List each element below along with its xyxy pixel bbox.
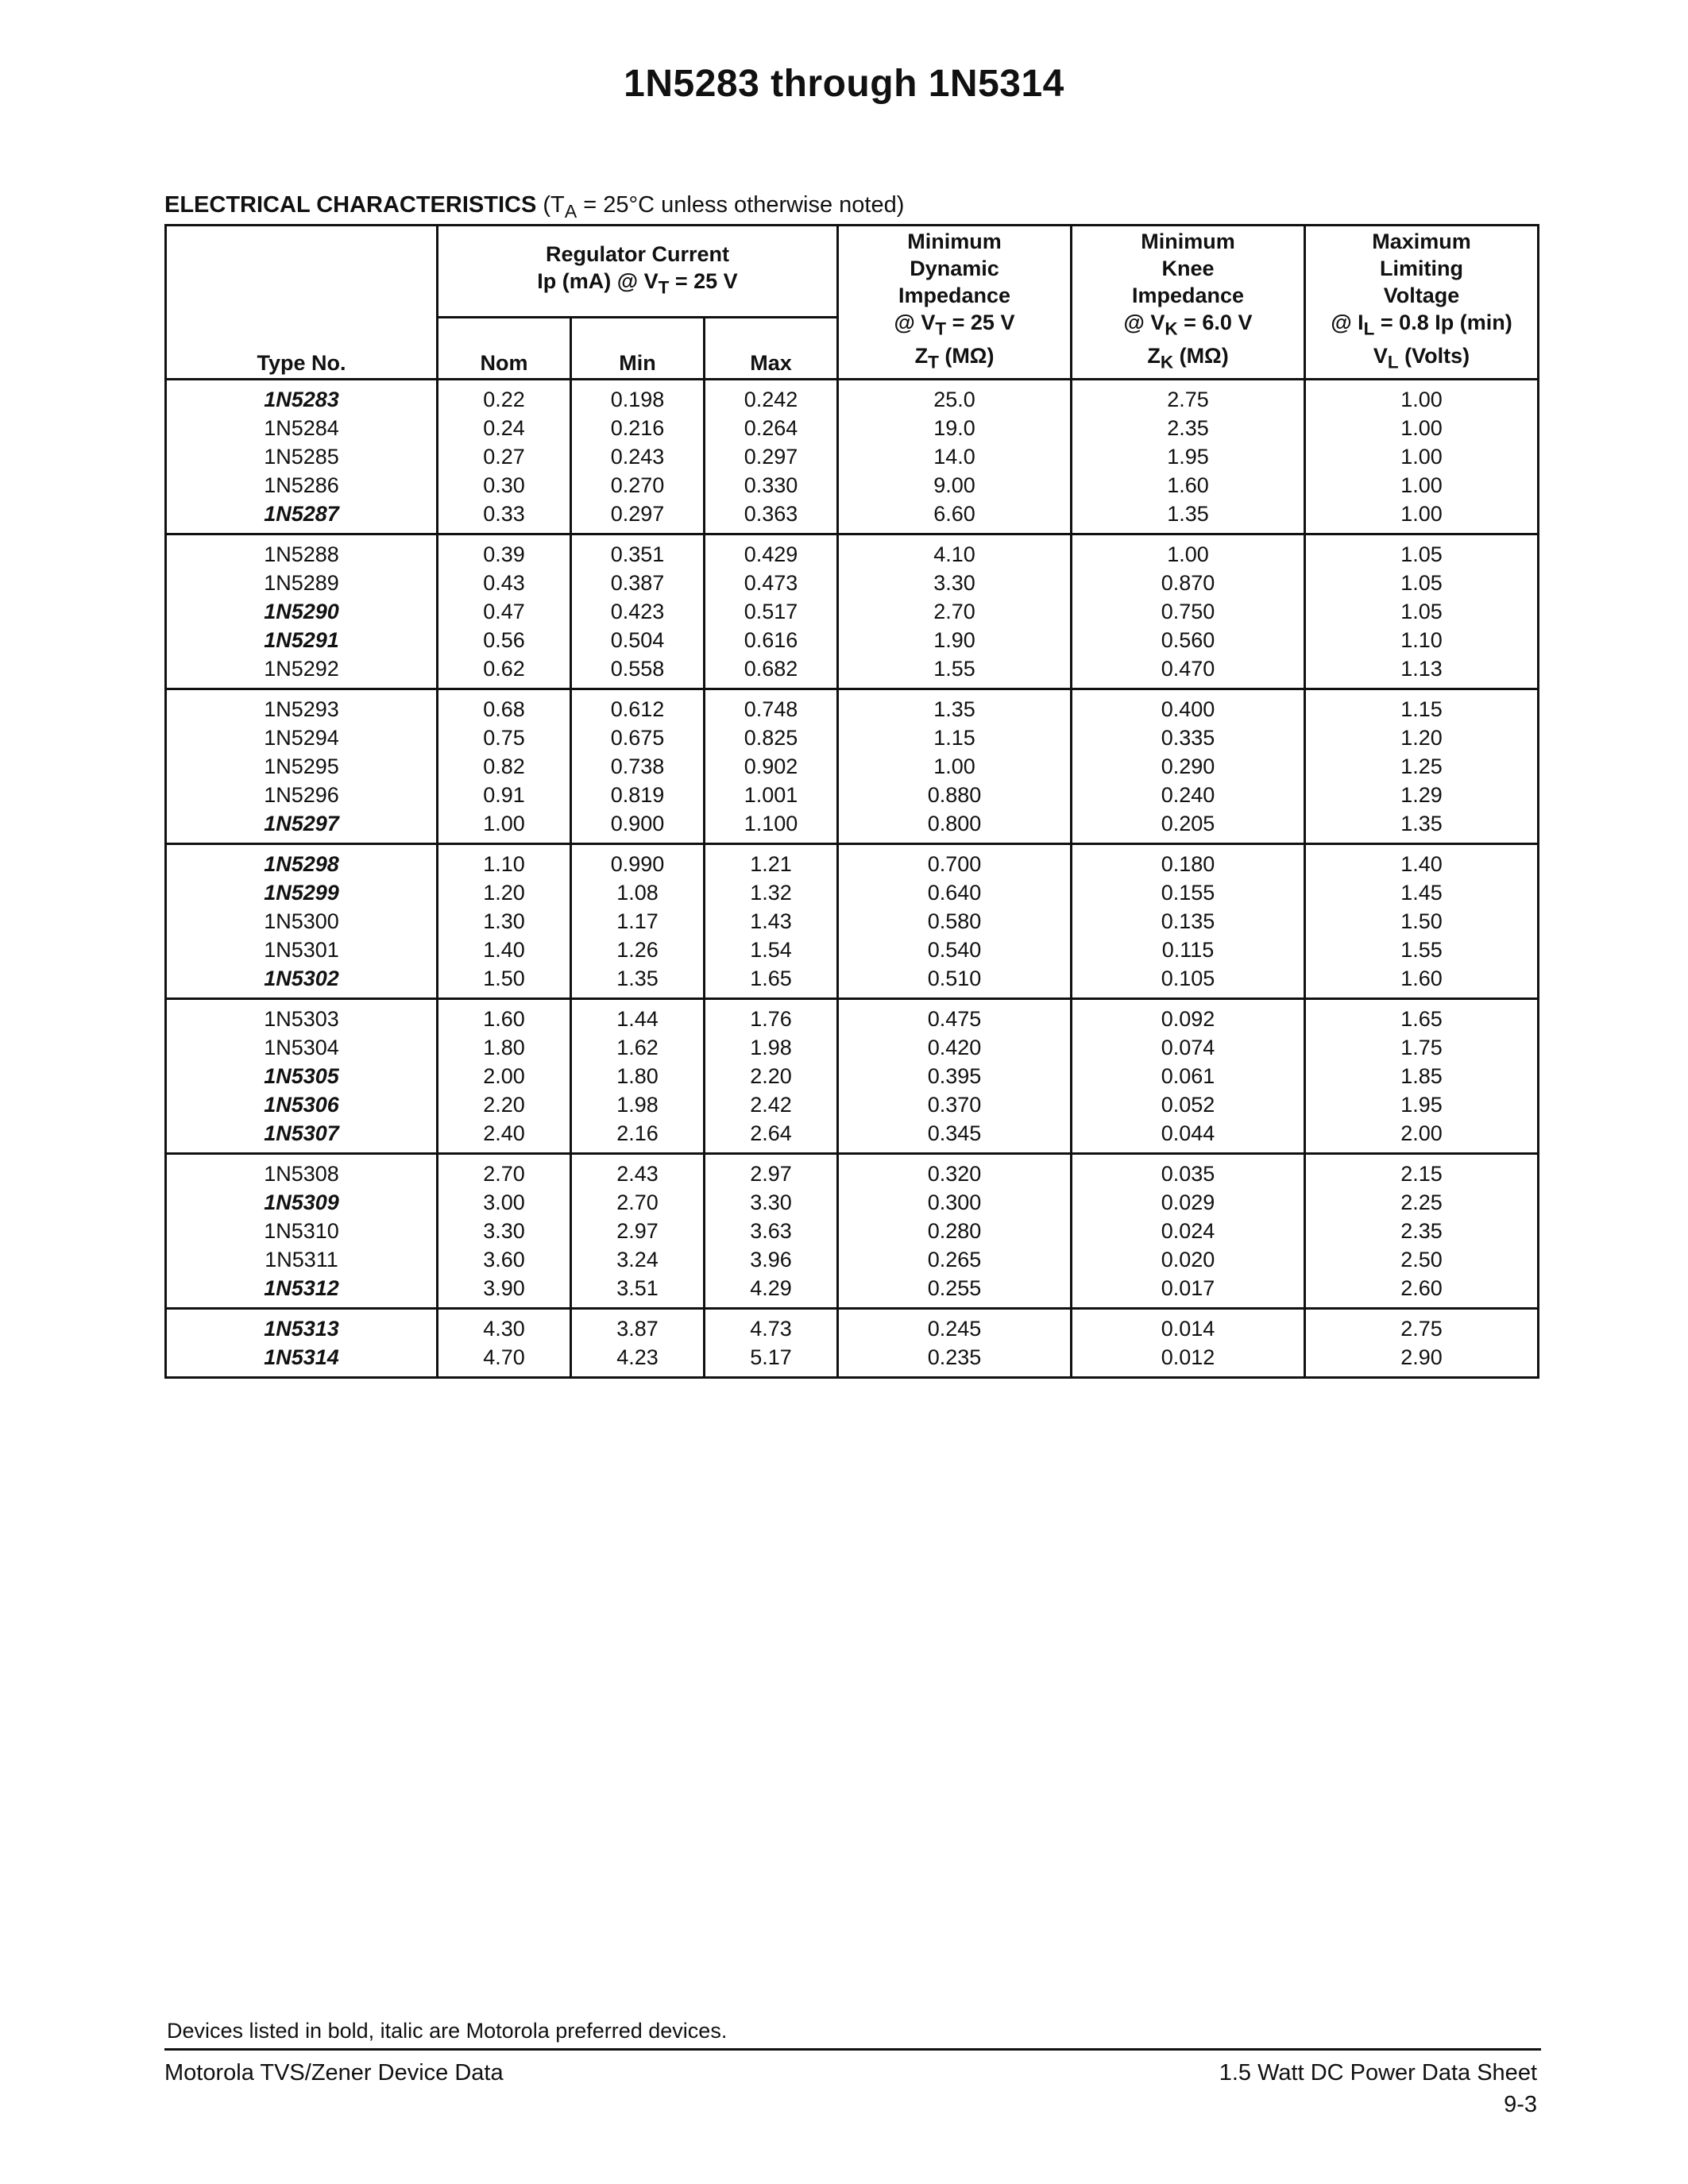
cell-type: 1N5300 bbox=[166, 907, 438, 936]
table-row bbox=[166, 1153, 1539, 1188]
cell-max: 3.30 bbox=[705, 1188, 838, 1217]
cell-type: 1N5307 bbox=[166, 1119, 438, 1154]
cell-vl: 1.05 bbox=[1305, 597, 1539, 626]
header-regulator-current: Regulator Current Ip (mA) @ $V_T = 25$ V bbox=[438, 226, 838, 318]
cell-type: 1N5286 bbox=[166, 471, 438, 500]
cell-nom: 3.90 bbox=[438, 1274, 571, 1309]
cell-nom: 0.91 bbox=[438, 781, 571, 809]
cell-max: 3.96 bbox=[705, 1245, 838, 1274]
cell-max: 3.63 bbox=[705, 1217, 838, 1245]
table-row bbox=[166, 752, 1539, 781]
cell-min: 0.423 bbox=[571, 597, 705, 626]
cell-nom: 1.40 bbox=[438, 936, 571, 964]
cell-zt: 0.265 bbox=[838, 1245, 1072, 1274]
cell-zk: 0.470 bbox=[1072, 654, 1305, 689]
cell-zk: 2.75 bbox=[1072, 379, 1305, 414]
table-row bbox=[166, 907, 1539, 936]
cell-zt: 0.580 bbox=[838, 907, 1072, 936]
table-row bbox=[166, 1245, 1539, 1274]
table-row bbox=[166, 1062, 1539, 1090]
cell-zk: 0.061 bbox=[1072, 1062, 1305, 1090]
cell-min: 1.62 bbox=[571, 1033, 705, 1062]
cell-min: 3.24 bbox=[571, 1245, 705, 1274]
cell-zk: 2.35 bbox=[1072, 414, 1305, 442]
cell-zk: 0.012 bbox=[1072, 1343, 1305, 1378]
cell-type: 1N5302 bbox=[166, 964, 438, 999]
cell-min: 0.243 bbox=[571, 442, 705, 471]
cell-min: 1.08 bbox=[571, 878, 705, 907]
cell-vl: 1.55 bbox=[1305, 936, 1539, 964]
cell-type: 1N5292 bbox=[166, 654, 438, 689]
cell-nom: 2.40 bbox=[438, 1119, 571, 1154]
cell-zk: 0.017 bbox=[1072, 1274, 1305, 1309]
cell-nom: 0.62 bbox=[438, 654, 571, 689]
cell-zt: 0.300 bbox=[838, 1188, 1072, 1217]
table-row bbox=[166, 1274, 1539, 1309]
cell-type: 1N5293 bbox=[166, 689, 438, 723]
page-title: 1N5283 through 1N5314 bbox=[624, 63, 1064, 105]
cell-zk: 0.035 bbox=[1072, 1153, 1305, 1188]
cell-max: 0.242 bbox=[705, 379, 838, 414]
cell-zt: 6.60 bbox=[838, 500, 1072, 534]
cell-max: 4.73 bbox=[705, 1308, 838, 1343]
cell-min: 3.87 bbox=[571, 1308, 705, 1343]
cell-min: 1.26 bbox=[571, 936, 705, 964]
table-row bbox=[166, 689, 1539, 723]
header-max: Max bbox=[705, 318, 838, 380]
cell-max: 0.264 bbox=[705, 414, 838, 442]
table-row bbox=[166, 1188, 1539, 1217]
table-row bbox=[166, 781, 1539, 809]
row-group bbox=[166, 1153, 1539, 1308]
cell-zt: 0.245 bbox=[838, 1308, 1072, 1343]
cell-zt: 3.30 bbox=[838, 569, 1072, 597]
cell-zt: 0.800 bbox=[838, 809, 1072, 844]
table-row bbox=[166, 471, 1539, 500]
cell-nom: 0.33 bbox=[438, 500, 571, 534]
cell-type: 1N5284 bbox=[166, 414, 438, 442]
cell-vl: 1.65 bbox=[1305, 998, 1539, 1033]
cell-vl: 1.75 bbox=[1305, 1033, 1539, 1062]
condition-open: (T bbox=[536, 192, 565, 218]
cell-zt: 1.55 bbox=[838, 654, 1072, 689]
table-row bbox=[166, 569, 1539, 597]
header-knee-impedance: Minimum Knee Impedance @ $V_K = 6.0$ V $Z_K$ (MΩ) bbox=[1072, 226, 1305, 380]
cell-min: 2.43 bbox=[571, 1153, 705, 1188]
cell-vl: 2.00 bbox=[1305, 1119, 1539, 1154]
cell-min: 0.900 bbox=[571, 809, 705, 844]
cell-type: 1N5299 bbox=[166, 878, 438, 907]
header-nom: Nom bbox=[438, 318, 571, 380]
header-dynamic-impedance: Minimum Dynamic Impedance @ $V_T = 25$ V $Z_T$ (MΩ) bbox=[838, 226, 1072, 380]
cell-nom: 0.27 bbox=[438, 442, 571, 471]
table-row bbox=[166, 1343, 1539, 1378]
cell-nom: 0.47 bbox=[438, 597, 571, 626]
cell-zt: 0.700 bbox=[838, 843, 1072, 878]
cell-type: 1N5289 bbox=[166, 569, 438, 597]
cell-nom: 0.56 bbox=[438, 626, 571, 654]
cell-nom: 2.20 bbox=[438, 1090, 571, 1119]
cell-max: 1.76 bbox=[705, 998, 838, 1033]
table-header bbox=[166, 226, 1539, 380]
table-row bbox=[166, 843, 1539, 878]
cell-vl: 1.40 bbox=[1305, 843, 1539, 878]
cell-type: 1N5305 bbox=[166, 1062, 438, 1090]
cell-max: 1.54 bbox=[705, 936, 838, 964]
table-row bbox=[166, 1217, 1539, 1245]
cell-type: 1N5298 bbox=[166, 843, 438, 878]
cell-zt: 0.235 bbox=[838, 1343, 1072, 1378]
row-group bbox=[166, 534, 1539, 689]
cell-nom: 1.50 bbox=[438, 964, 571, 999]
cell-zk: 0.029 bbox=[1072, 1188, 1305, 1217]
cell-zt: 1.00 bbox=[838, 752, 1072, 781]
cell-nom: 1.20 bbox=[438, 878, 571, 907]
cell-nom: 0.30 bbox=[438, 471, 571, 500]
cell-vl: 1.50 bbox=[1305, 907, 1539, 936]
cell-min: 0.558 bbox=[571, 654, 705, 689]
cell-vl: 1.00 bbox=[1305, 442, 1539, 471]
cell-zt: 14.0 bbox=[838, 442, 1072, 471]
cell-max: 0.825 bbox=[705, 723, 838, 752]
cell-nom: 3.60 bbox=[438, 1245, 571, 1274]
cell-zk: 0.115 bbox=[1072, 936, 1305, 964]
cell-zt: 19.0 bbox=[838, 414, 1072, 442]
cell-min: 0.990 bbox=[571, 843, 705, 878]
cell-zt: 0.370 bbox=[838, 1090, 1072, 1119]
table-row bbox=[166, 414, 1539, 442]
table-row bbox=[166, 1090, 1539, 1119]
cell-min: 3.51 bbox=[571, 1274, 705, 1309]
cell-min: 0.198 bbox=[571, 379, 705, 414]
cell-zt: 0.280 bbox=[838, 1217, 1072, 1245]
cell-max: 2.64 bbox=[705, 1119, 838, 1154]
cell-type: 1N5301 bbox=[166, 936, 438, 964]
cell-zk: 0.205 bbox=[1072, 809, 1305, 844]
table-row bbox=[166, 964, 1539, 999]
cell-min: 1.98 bbox=[571, 1090, 705, 1119]
cell-vl: 1.85 bbox=[1305, 1062, 1539, 1090]
cell-max: 1.32 bbox=[705, 878, 838, 907]
cell-max: 1.100 bbox=[705, 809, 838, 844]
cell-min: 0.819 bbox=[571, 781, 705, 809]
cell-vl: 2.90 bbox=[1305, 1343, 1539, 1378]
cell-zt: 0.640 bbox=[838, 878, 1072, 907]
cell-vl: 1.00 bbox=[1305, 414, 1539, 442]
footer-left: Motorola TVS/Zener Device Data bbox=[164, 2060, 504, 2086]
cell-min: 1.17 bbox=[571, 907, 705, 936]
cell-zt: 0.255 bbox=[838, 1274, 1072, 1309]
cell-vl: 1.15 bbox=[1305, 689, 1539, 723]
cell-zk: 0.180 bbox=[1072, 843, 1305, 878]
cell-min: 0.216 bbox=[571, 414, 705, 442]
cell-vl: 2.75 bbox=[1305, 1308, 1539, 1343]
cell-zk: 0.024 bbox=[1072, 1217, 1305, 1245]
cell-nom: 4.30 bbox=[438, 1308, 571, 1343]
cell-type: 1N5306 bbox=[166, 1090, 438, 1119]
cell-min: 0.738 bbox=[571, 752, 705, 781]
cell-zk: 0.240 bbox=[1072, 781, 1305, 809]
cell-nom: 0.24 bbox=[438, 414, 571, 442]
cell-vl: 1.00 bbox=[1305, 379, 1539, 414]
table-row bbox=[166, 442, 1539, 471]
table-row bbox=[166, 723, 1539, 752]
cell-vl: 1.13 bbox=[1305, 654, 1539, 689]
cell-nom: 1.10 bbox=[438, 843, 571, 878]
cell-zt: 0.540 bbox=[838, 936, 1072, 964]
cell-nom: 1.30 bbox=[438, 907, 571, 936]
electrical-characteristics-table bbox=[164, 224, 1539, 1379]
cell-max: 4.29 bbox=[705, 1274, 838, 1309]
cell-vl: 1.25 bbox=[1305, 752, 1539, 781]
cell-max: 0.429 bbox=[705, 534, 838, 569]
cell-vl: 2.60 bbox=[1305, 1274, 1539, 1309]
condition-rest: = 25°C unless otherwise noted) bbox=[577, 192, 905, 218]
cell-type: 1N5288 bbox=[166, 534, 438, 569]
table-row bbox=[166, 500, 1539, 534]
cell-type: 1N5290 bbox=[166, 597, 438, 626]
cell-zt: 1.90 bbox=[838, 626, 1072, 654]
cell-type: 1N5291 bbox=[166, 626, 438, 654]
page-number: 9-3 bbox=[1504, 2092, 1537, 2117]
cell-vl: 1.00 bbox=[1305, 500, 1539, 534]
table-row bbox=[166, 1308, 1539, 1343]
cell-zk: 0.074 bbox=[1072, 1033, 1305, 1062]
cell-zt: 1.35 bbox=[838, 689, 1072, 723]
cell-zt: 0.345 bbox=[838, 1119, 1072, 1154]
cell-vl: 1.35 bbox=[1305, 809, 1539, 844]
table-row bbox=[166, 1119, 1539, 1154]
cell-zt: 0.475 bbox=[838, 998, 1072, 1033]
cell-max: 0.748 bbox=[705, 689, 838, 723]
cell-min: 0.675 bbox=[571, 723, 705, 752]
cell-vl: 1.95 bbox=[1305, 1090, 1539, 1119]
cell-type: 1N5314 bbox=[166, 1343, 438, 1378]
cell-min: 0.297 bbox=[571, 500, 705, 534]
cell-zk: 0.105 bbox=[1072, 964, 1305, 999]
cell-zt: 4.10 bbox=[838, 534, 1072, 569]
cell-zk: 1.95 bbox=[1072, 442, 1305, 471]
cell-max: 0.682 bbox=[705, 654, 838, 689]
table-row bbox=[166, 654, 1539, 689]
cell-vl: 2.50 bbox=[1305, 1245, 1539, 1274]
cell-zk: 0.020 bbox=[1072, 1245, 1305, 1274]
cell-zk: 0.400 bbox=[1072, 689, 1305, 723]
cell-zk: 0.052 bbox=[1072, 1090, 1305, 1119]
cell-max: 2.20 bbox=[705, 1062, 838, 1090]
cell-nom: 1.80 bbox=[438, 1033, 571, 1062]
cell-type: 1N5287 bbox=[166, 500, 438, 534]
cell-min: 0.504 bbox=[571, 626, 705, 654]
cell-vl: 2.15 bbox=[1305, 1153, 1539, 1188]
cell-zk: 0.290 bbox=[1072, 752, 1305, 781]
cell-nom: 4.70 bbox=[438, 1343, 571, 1378]
cell-zt: 2.70 bbox=[838, 597, 1072, 626]
header-min: Min bbox=[571, 318, 705, 380]
cell-zk: 0.092 bbox=[1072, 998, 1305, 1033]
cell-min: 1.35 bbox=[571, 964, 705, 999]
cell-min: 1.44 bbox=[571, 998, 705, 1033]
cell-nom: 2.70 bbox=[438, 1153, 571, 1188]
cell-vl: 1.20 bbox=[1305, 723, 1539, 752]
cell-min: 2.97 bbox=[571, 1217, 705, 1245]
cell-max: 1.65 bbox=[705, 964, 838, 999]
cell-type: 1N5309 bbox=[166, 1188, 438, 1217]
cell-vl: 1.45 bbox=[1305, 878, 1539, 907]
cell-zt: 0.880 bbox=[838, 781, 1072, 809]
cell-type: 1N5297 bbox=[166, 809, 438, 844]
cell-max: 0.297 bbox=[705, 442, 838, 471]
cell-vl: 2.25 bbox=[1305, 1188, 1539, 1217]
cell-max: 0.902 bbox=[705, 752, 838, 781]
cell-type: 1N5308 bbox=[166, 1153, 438, 1188]
cell-type: 1N5296 bbox=[166, 781, 438, 809]
cell-nom: 0.43 bbox=[438, 569, 571, 597]
footnote: Devices listed in bold, italic are Motorola preferred devices. bbox=[167, 2019, 728, 2043]
cell-type: 1N5295 bbox=[166, 752, 438, 781]
cell-vl: 1.00 bbox=[1305, 471, 1539, 500]
cell-max: 0.616 bbox=[705, 626, 838, 654]
cell-zt: 1.15 bbox=[838, 723, 1072, 752]
cell-zk: 0.335 bbox=[1072, 723, 1305, 752]
cell-vl: 1.05 bbox=[1305, 569, 1539, 597]
cell-zk: 0.560 bbox=[1072, 626, 1305, 654]
cell-zt: 0.510 bbox=[838, 964, 1072, 999]
cell-max: 1.001 bbox=[705, 781, 838, 809]
cell-zk: 1.00 bbox=[1072, 534, 1305, 569]
table-row bbox=[166, 1033, 1539, 1062]
cell-vl: 1.60 bbox=[1305, 964, 1539, 999]
cell-min: 0.612 bbox=[571, 689, 705, 723]
cell-max: 1.43 bbox=[705, 907, 838, 936]
cell-zk: 0.044 bbox=[1072, 1119, 1305, 1154]
cell-zk: 1.60 bbox=[1072, 471, 1305, 500]
section-heading bbox=[164, 192, 904, 222]
row-group bbox=[166, 689, 1539, 843]
cell-type: 1N5283 bbox=[166, 379, 438, 414]
cell-nom: 0.68 bbox=[438, 689, 571, 723]
cell-zk: 0.155 bbox=[1072, 878, 1305, 907]
table-row bbox=[166, 626, 1539, 654]
cell-nom: 0.39 bbox=[438, 534, 571, 569]
cell-max: 1.98 bbox=[705, 1033, 838, 1062]
cell-type: 1N5310 bbox=[166, 1217, 438, 1245]
cell-zk: 0.135 bbox=[1072, 907, 1305, 936]
cell-nom: 1.60 bbox=[438, 998, 571, 1033]
footer-divider bbox=[164, 2048, 1541, 2051]
cell-zt: 0.320 bbox=[838, 1153, 1072, 1188]
cell-max: 1.21 bbox=[705, 843, 838, 878]
cell-nom: 3.00 bbox=[438, 1188, 571, 1217]
cell-type: 1N5303 bbox=[166, 998, 438, 1033]
cell-type: 1N5313 bbox=[166, 1308, 438, 1343]
cell-nom: 0.75 bbox=[438, 723, 571, 752]
table-row bbox=[166, 534, 1539, 569]
cell-max: 2.97 bbox=[705, 1153, 838, 1188]
cell-vl: 1.05 bbox=[1305, 534, 1539, 569]
table-row bbox=[166, 379, 1539, 414]
cell-zk: 0.750 bbox=[1072, 597, 1305, 626]
cell-min: 4.23 bbox=[571, 1343, 705, 1378]
cell-max: 0.363 bbox=[705, 500, 838, 534]
cell-max: 0.517 bbox=[705, 597, 838, 626]
table-row bbox=[166, 809, 1539, 844]
table-row bbox=[166, 936, 1539, 964]
table-row bbox=[166, 878, 1539, 907]
cell-nom: 0.82 bbox=[438, 752, 571, 781]
cell-type: 1N5304 bbox=[166, 1033, 438, 1062]
cell-min: 1.80 bbox=[571, 1062, 705, 1090]
cell-zk: 0.870 bbox=[1072, 569, 1305, 597]
section-heading-label: ELECTRICAL CHARACTERISTICS bbox=[164, 192, 537, 218]
cell-nom: 0.22 bbox=[438, 379, 571, 414]
header-limiting-voltage: Maximum Limiting Voltage @ $I_L = 0.8$ Ip (min) $V_L$ (Volts) bbox=[1305, 226, 1539, 380]
cell-nom: 1.00 bbox=[438, 809, 571, 844]
cell-zk: 0.014 bbox=[1072, 1308, 1305, 1343]
cell-vl: 2.35 bbox=[1305, 1217, 1539, 1245]
cell-min: 2.70 bbox=[571, 1188, 705, 1217]
cell-min: 0.270 bbox=[571, 471, 705, 500]
table-row bbox=[166, 998, 1539, 1033]
cell-type: 1N5285 bbox=[166, 442, 438, 471]
cell-min: 0.387 bbox=[571, 569, 705, 597]
row-group bbox=[166, 379, 1539, 534]
cell-zt: 0.395 bbox=[838, 1062, 1072, 1090]
cell-type: 1N5311 bbox=[166, 1245, 438, 1274]
cell-vl: 1.29 bbox=[1305, 781, 1539, 809]
cell-type: 1N5312 bbox=[166, 1274, 438, 1309]
cell-max: 0.330 bbox=[705, 471, 838, 500]
cell-zt: 0.420 bbox=[838, 1033, 1072, 1062]
cell-min: 2.16 bbox=[571, 1119, 705, 1154]
row-group bbox=[166, 1308, 1539, 1377]
cell-min: 0.351 bbox=[571, 534, 705, 569]
cell-nom: 2.00 bbox=[438, 1062, 571, 1090]
cell-zt: 25.0 bbox=[838, 379, 1072, 414]
cell-zk: 1.35 bbox=[1072, 500, 1305, 534]
cell-vl: 1.10 bbox=[1305, 626, 1539, 654]
row-group bbox=[166, 998, 1539, 1153]
cell-zt: 9.00 bbox=[838, 471, 1072, 500]
condition-sub: A bbox=[564, 200, 577, 222]
cell-max: 5.17 bbox=[705, 1343, 838, 1378]
cell-max: 2.42 bbox=[705, 1090, 838, 1119]
cell-type: 1N5294 bbox=[166, 723, 438, 752]
row-group bbox=[166, 843, 1539, 998]
cell-max: 0.473 bbox=[705, 569, 838, 597]
cell-nom: 3.30 bbox=[438, 1217, 571, 1245]
table-row bbox=[166, 597, 1539, 626]
header-type-no: Type No. bbox=[166, 226, 438, 380]
footer-right: 1.5 Watt DC Power Data Sheet bbox=[1219, 2060, 1537, 2086]
